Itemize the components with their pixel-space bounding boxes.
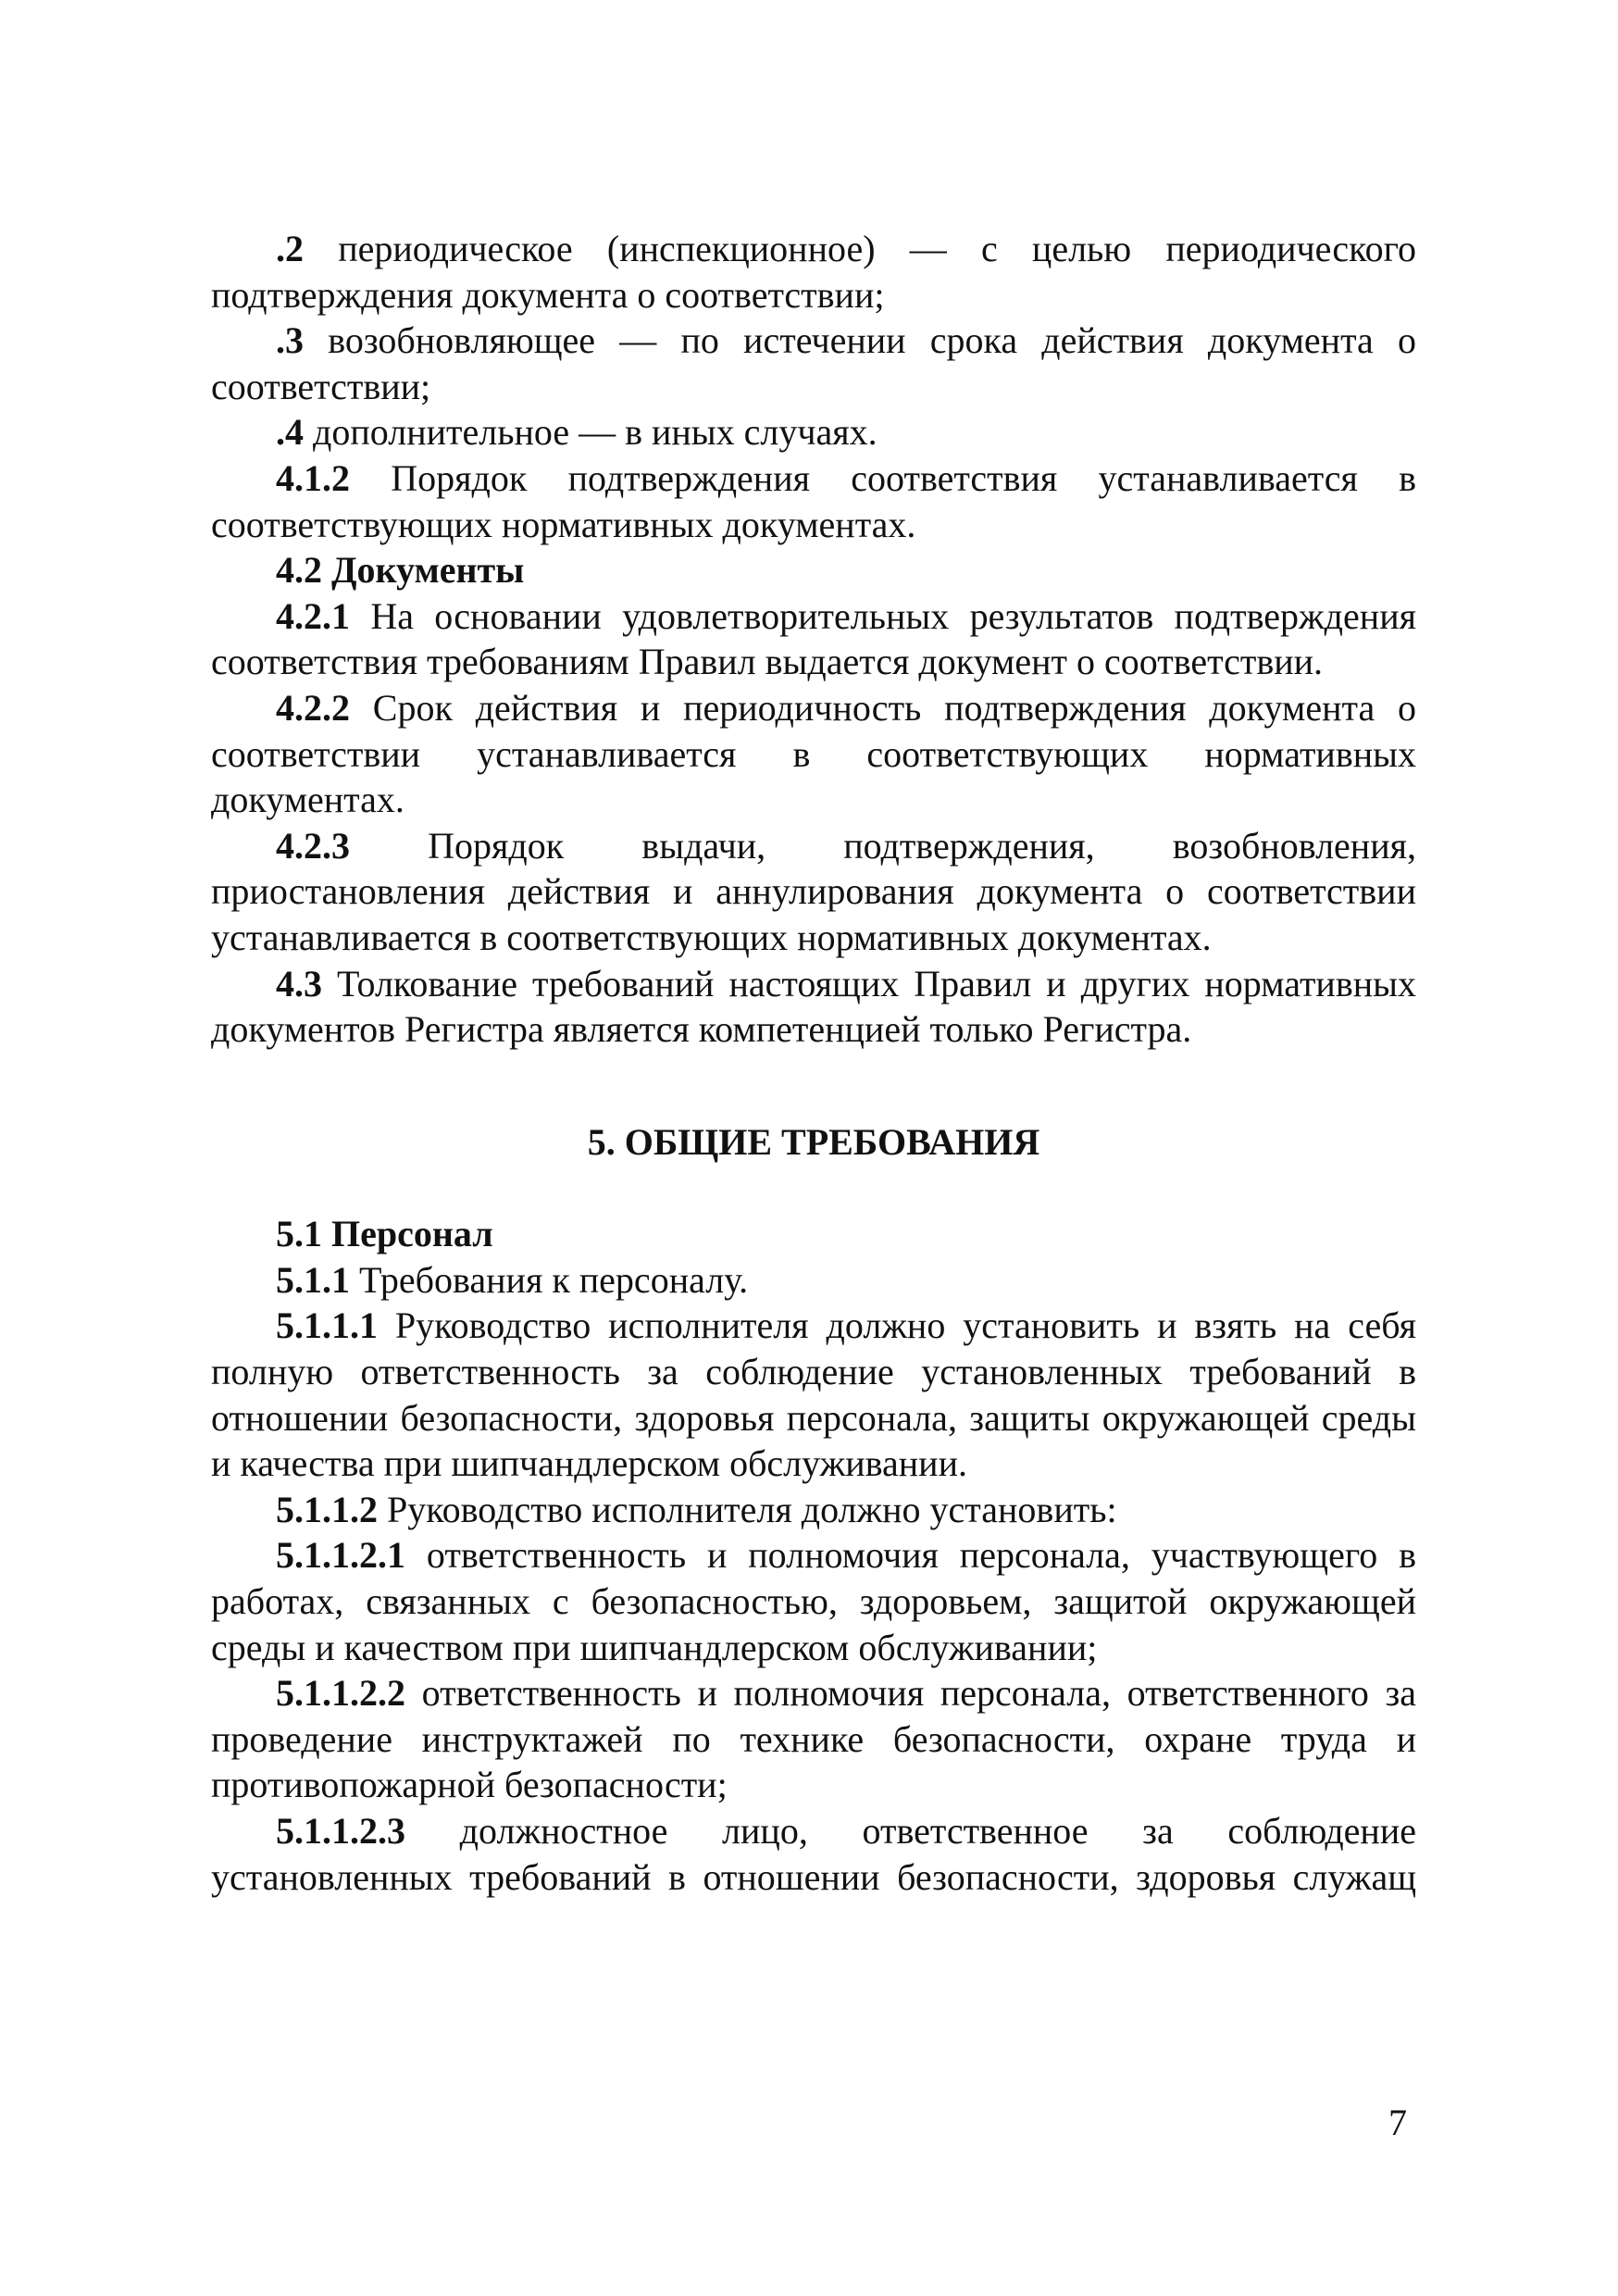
paragraph-text: Срок действия и периодичность подтверждения документа о соответствии устанавливается в соответствующих нормативных документах. [211, 686, 1416, 821]
subheading-text: 4.2 Документы [276, 549, 525, 592]
paragraph-5-1-1-2 [211, 1487, 1416, 1533]
paragraph-text: Требования к персоналу. [350, 1258, 749, 1301]
subheading-4-2 [211, 547, 1416, 593]
paragraph-number: 4.2.2 [276, 686, 350, 729]
page-number: 7 [1388, 2102, 1407, 2143]
paragraph-text: Руководство исполнителя должно установить: [378, 1488, 1117, 1530]
paragraph-text: дополнительное — в иных случаях. [304, 411, 877, 454]
paragraph-text: Порядок подтверждения соответствия устанавливается в соответствующих нормативных документах. [211, 456, 1416, 545]
paragraph-text: ответственность и полномочия персонала, участвующего в работах, связанных с безопасностью, здоровьем, защитой окружающей среды и качеством при шипчандлерском обслуживании; [211, 1534, 1416, 1668]
paragraph-number: .3 [276, 319, 304, 362]
paragraph-4 [211, 409, 1416, 455]
paragraph-4-2-3 [211, 823, 1416, 961]
paragraph-5-1-1-2-1 [211, 1532, 1416, 1670]
paragraph-number: 4.3 [276, 962, 322, 1004]
paragraph-text: ответственность и полномочия персонала, ответственного за проведение инструктажей по технике безопасности, охране труда и противопожарной безопасности; [211, 1672, 1416, 1806]
paragraph-number: 4.1.2 [276, 456, 350, 499]
subheading-text: 5.1 Персонал [276, 1213, 493, 1255]
paragraph-text: На основании удовлетворительных результатов подтверждения соответствия требованиям Правил выдается документ о соответствии. [211, 594, 1416, 683]
paragraph-number: 4.2.3 [276, 824, 350, 867]
paragraph-text: возобновляющее — по истечении срока действия документа о соответствии; [211, 319, 1416, 407]
paragraph-5-1-1-2-2 [211, 1670, 1416, 1808]
paragraph-number: 5.1.1.2 [276, 1488, 378, 1530]
section-heading: 5. ОБЩИЕ ТРЕБОВАНИЯ [587, 1120, 1040, 1163]
paragraph-number: 5.1.1.2.2 [276, 1672, 405, 1715]
spacer [211, 1165, 1416, 1211]
paragraph-2 [211, 226, 1416, 318]
paragraph-4-1-2 [211, 455, 1416, 547]
paragraph-number: 5.1.1.2.1 [276, 1534, 405, 1577]
paragraph-text: периодическое (инспекционное) — с целью периодического подтверждения документа о соответствии; [211, 228, 1416, 316]
paragraph-number: 5.1.1.2.3 [276, 1810, 405, 1852]
paragraph-5-1-1 [211, 1257, 1416, 1304]
paragraph-text: должностное лицо, ответственное за соблюдение установленных требований в отношении безопасности, здоровья служащ [211, 1810, 1416, 1898]
paragraph-3 [211, 318, 1416, 409]
paragraph-text: Порядок выдачи, подтверждения, возобновления, приостановления действия и аннулирования документа о соответствии устанавливается в соответствующих нормативных документах. [211, 824, 1416, 958]
paragraph-number: .4 [276, 411, 304, 454]
paragraph-number: 5.1.1.1 [276, 1304, 378, 1347]
paragraph-number: 4.2.1 [276, 594, 350, 637]
paragraph-4-3 [211, 961, 1416, 1053]
paragraph-5-1-1-1 [211, 1303, 1416, 1486]
paragraph-4-2-2 [211, 685, 1416, 823]
paragraph-text: Толкование требований настоящих Правил и других нормативных документов Регистра является компетенцией только Регистра. [211, 962, 1416, 1051]
paragraph-4-2-1 [211, 593, 1416, 685]
paragraph-number: 5.1.1 [276, 1258, 350, 1301]
paragraph-5-1-1-2-3 [211, 1808, 1416, 1900]
page-body [211, 226, 1416, 1900]
subheading-5-1 [211, 1211, 1416, 1257]
spacer [211, 1053, 1416, 1119]
paragraph-text: Руководство исполнителя должно установить и взять на себя полную ответственность за соблюдение установленных требований в отношении безопасности, здоровья персонала, защиты окружающей среды и качества при шипчандлерском обслуживании. [211, 1304, 1416, 1485]
paragraph-number: .2 [276, 228, 304, 269]
